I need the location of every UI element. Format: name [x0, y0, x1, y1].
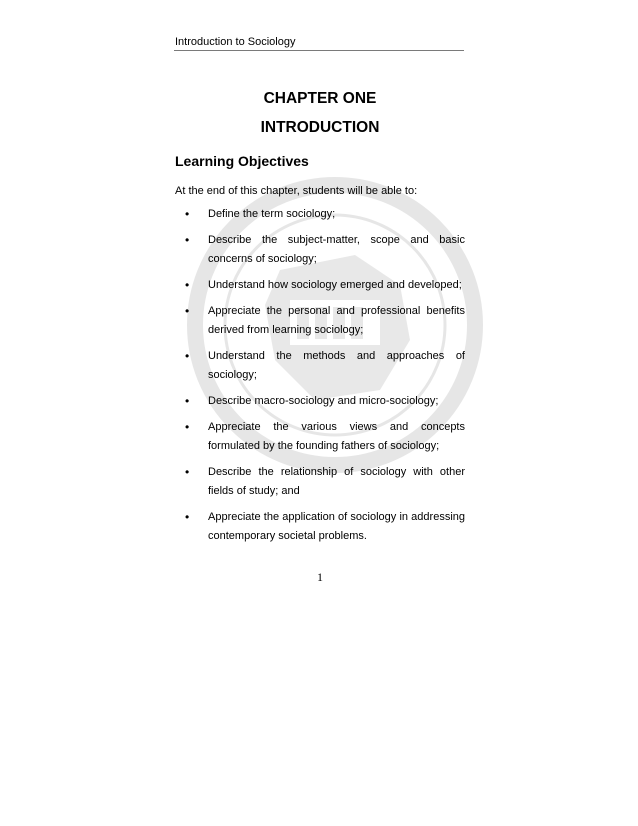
list-item — [175, 205, 465, 224]
chapter-subtitle: INTRODUCTION — [260, 119, 380, 136]
objective-text: Appreciate the various views and concepts formulated by the founding fathers of sociology; — [208, 421, 465, 452]
objective-text: Describe the relationship of sociology with other fields of study; and — [208, 466, 465, 497]
list-item — [175, 347, 465, 385]
list-item — [175, 276, 465, 295]
list-item — [175, 302, 465, 340]
running-header: Introduction to Sociology — [175, 36, 296, 48]
objective-text: Understand the methods and approaches of sociology; — [208, 350, 465, 381]
list-item — [175, 392, 465, 411]
bullet-icon: • — [185, 465, 190, 479]
bullet-icon: • — [185, 207, 190, 221]
list-item — [175, 231, 465, 269]
list-item — [175, 463, 465, 501]
list-item — [175, 508, 465, 546]
list-item — [175, 418, 465, 456]
objective-text: Describe macro-sociology and micro-sociology; — [208, 395, 439, 407]
bullet-icon: • — [185, 394, 190, 408]
bullet-icon: • — [185, 510, 190, 524]
header-rule — [174, 50, 464, 51]
section-heading: Learning Objectives — [175, 153, 309, 169]
objective-text: Appreciate the personal and professional benefits derived from learning sociology; — [208, 305, 465, 336]
objective-text: Define the term sociology; — [208, 208, 336, 220]
intro-text: At the end of this chapter, students will be able to: — [175, 185, 418, 197]
objectives-list — [175, 205, 465, 553]
bullet-icon: • — [185, 349, 190, 363]
bullet-icon: • — [185, 420, 190, 434]
bullet-icon: • — [185, 233, 190, 247]
objective-text: Understand how sociology emerged and developed; — [208, 279, 462, 291]
chapter-title: CHAPTER ONE — [263, 90, 377, 107]
objective-text: Describe the subject-matter, scope and basic concerns of sociology; — [208, 234, 465, 265]
bullet-icon: • — [185, 278, 190, 292]
bullet-icon: • — [185, 304, 190, 318]
page-number: 1 — [317, 570, 323, 584]
objective-text: Appreciate the application of sociology in addressing contemporary societal problems. — [208, 511, 465, 542]
